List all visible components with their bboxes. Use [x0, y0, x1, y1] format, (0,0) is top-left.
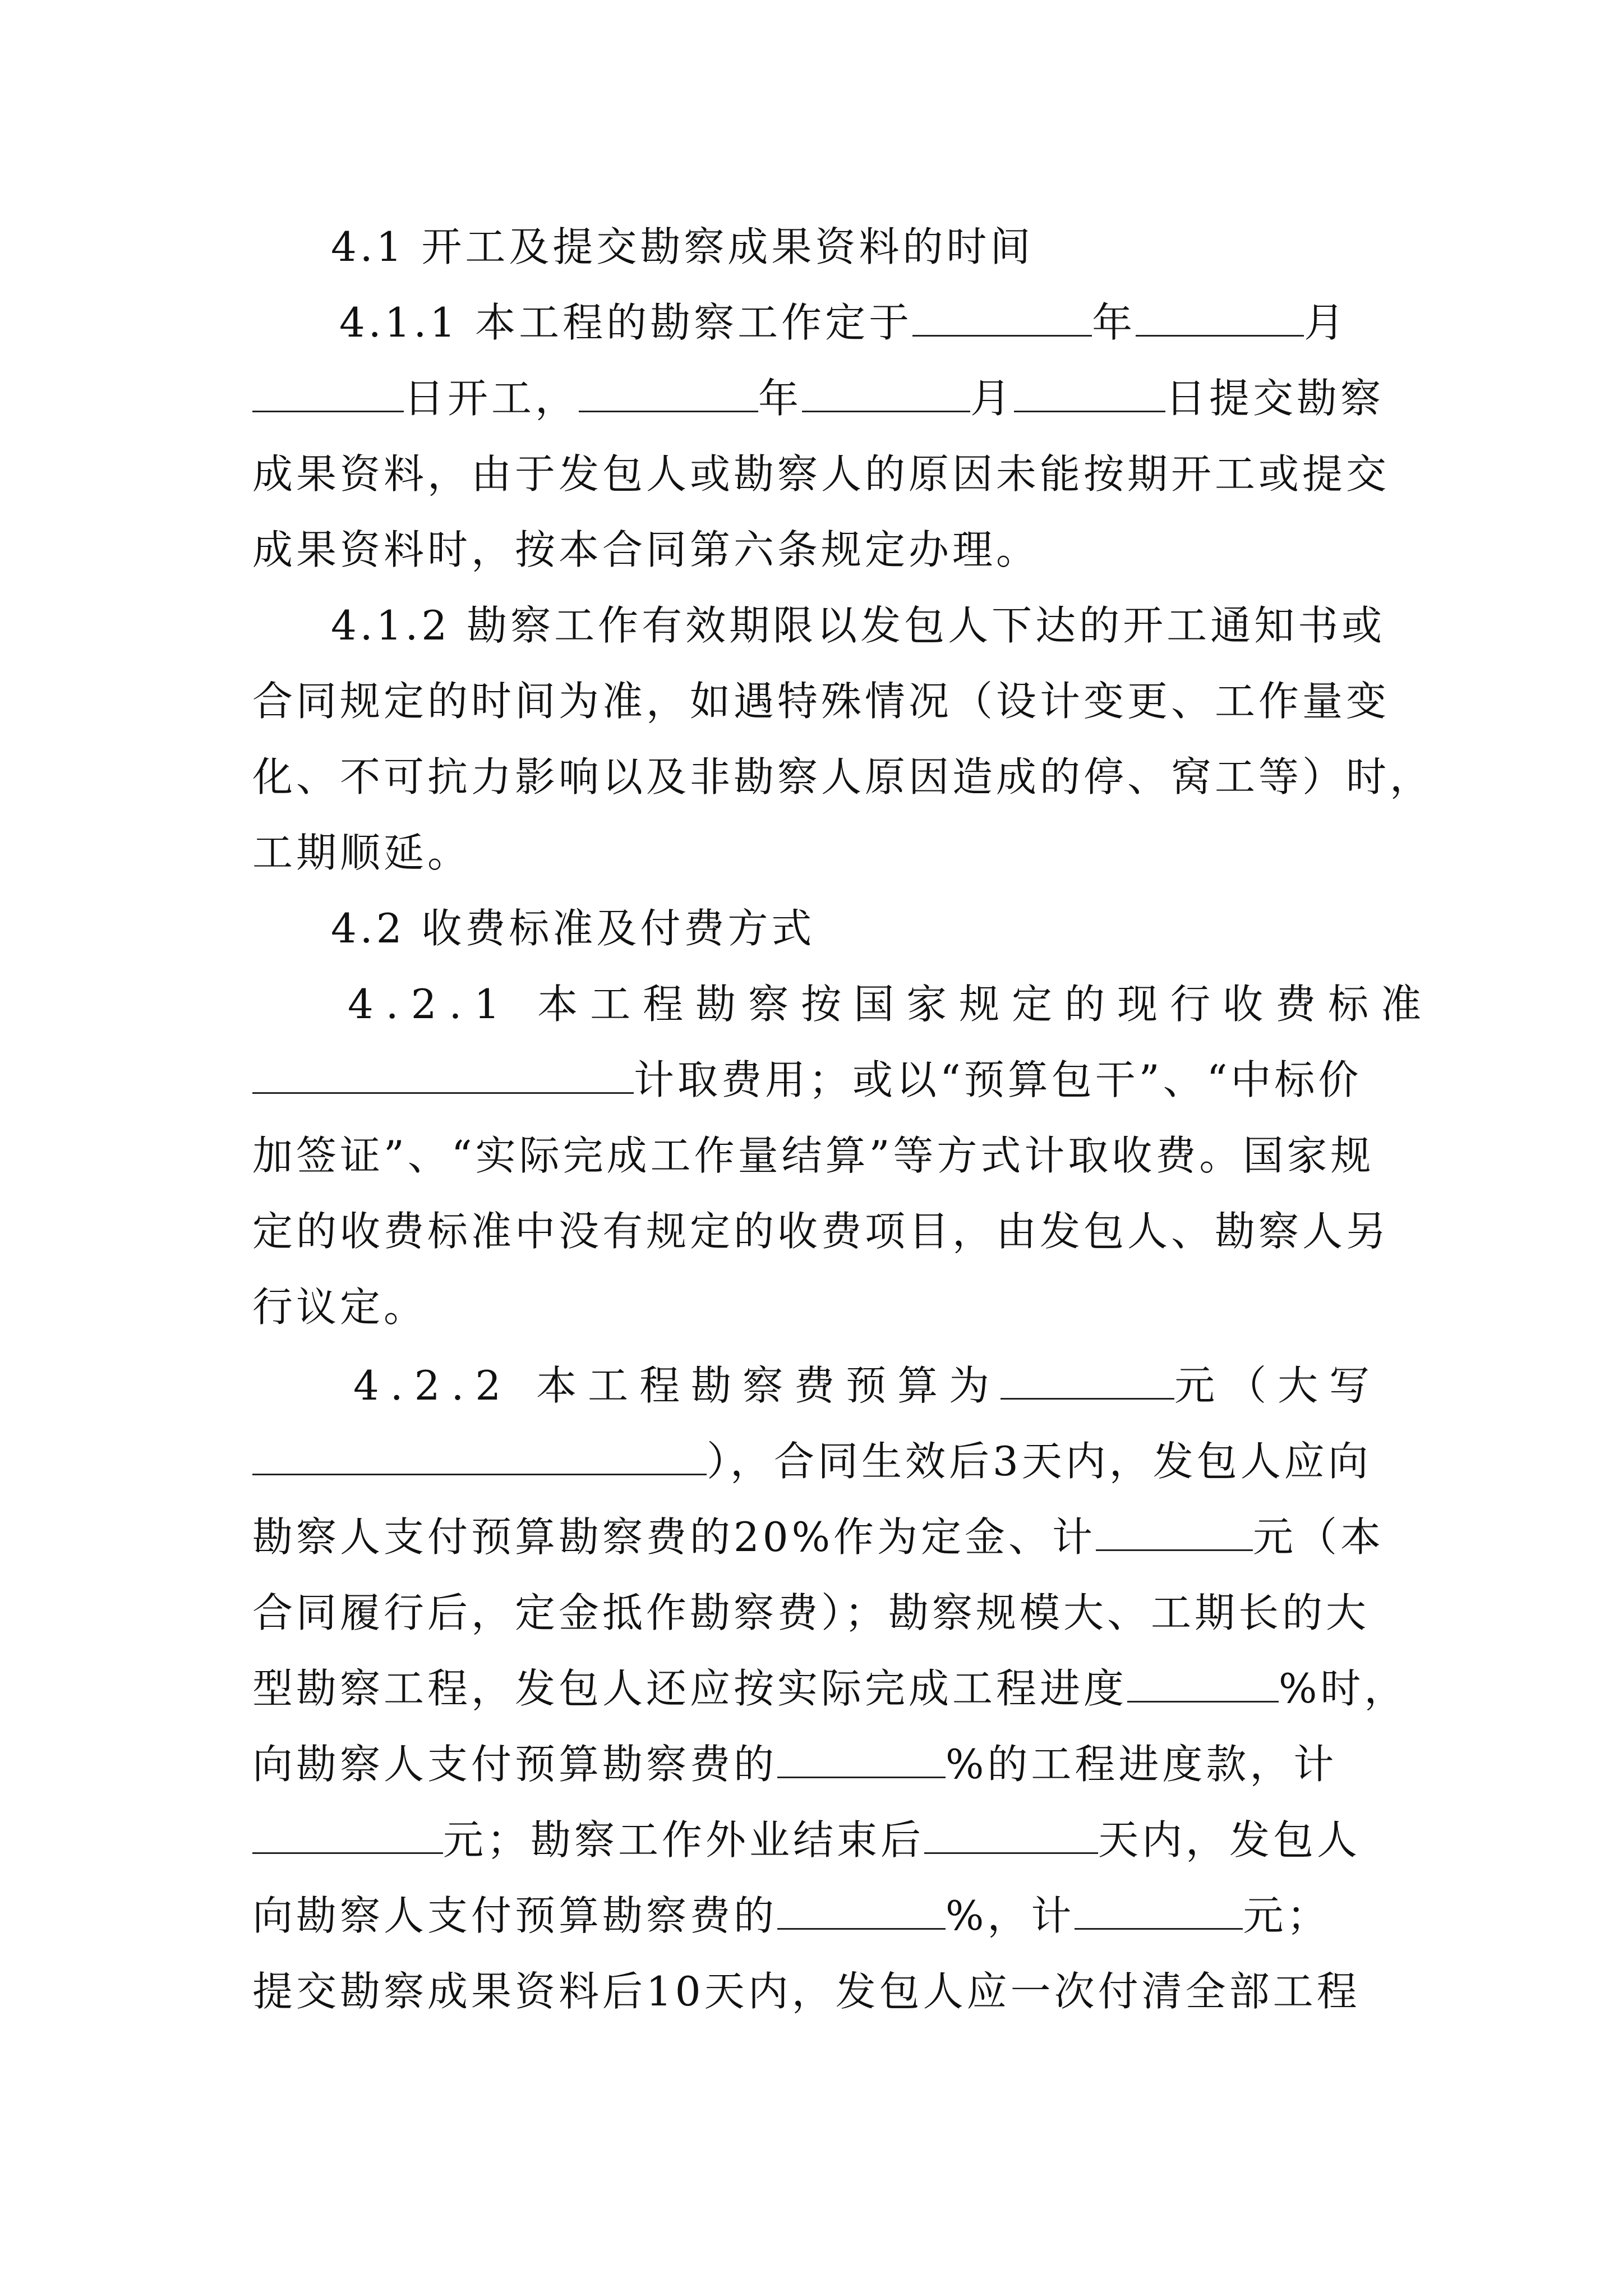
text: 元（本: [1253, 1513, 1385, 1561]
text: 4.2.1 本工程勘察按国家规定的现行收费标准: [348, 981, 1434, 1028]
paragraph-line: [252, 510, 1374, 589]
paragraph-line: [252, 1116, 1374, 1195]
text: 勘察人支付预算勘察费的20%作为定金、计: [252, 1513, 1096, 1561]
text: ），合同生效后3天内，发包人应向: [707, 1438, 1372, 1485]
section-heading-4-1: [331, 208, 1453, 286]
text: 4.1.2 勘察工作有效期限以发包人下达的开工通知书或: [331, 602, 1386, 649]
text: 行议定。: [252, 1283, 428, 1331]
paragraph-line: [252, 359, 1385, 438]
text: 4.1 开工及提交勘察成果资料的时间: [331, 223, 1034, 270]
paragraph-line: [348, 965, 1434, 1043]
paragraph-line: [252, 1649, 1408, 1728]
text: 合同履行后，定金抵作勘察费）；勘察规模大、工期长的大: [252, 1589, 1370, 1636]
fill-blank: [252, 367, 404, 412]
fill-blank: [579, 367, 758, 412]
paragraph-line: [252, 1952, 1374, 2031]
text: 型勘察工程，发包人还应按实际完成工程进度: [252, 1665, 1128, 1712]
text: 4.2.2 本工程勘察费预算为: [353, 1362, 1001, 1409]
text: 计取费用；或以“预算包干”、“中标价: [634, 1056, 1362, 1103]
fill-blank: [252, 1048, 634, 1094]
fill-blank: [1075, 1884, 1243, 1930]
fill-blank: [1014, 367, 1165, 412]
text: 合同规定的时间为准，如遇特殊情况（设计变更、工作量变: [252, 678, 1390, 725]
paragraph-line: [252, 1876, 1374, 1955]
fill-blank: [924, 1809, 1098, 1854]
paragraph-line: [252, 1801, 1374, 1879]
text: %时，: [1279, 1665, 1408, 1712]
fill-blank: [912, 291, 1092, 337]
text: 加签证”、“实际完成工作量结算”等方式计取收费。国家规: [252, 1132, 1375, 1179]
text: 日开工，: [404, 375, 579, 422]
paragraph-line: [339, 283, 1377, 362]
text: %，计: [946, 1892, 1075, 1939]
paragraph-line: [252, 1422, 1374, 1501]
text: 向勘察人支付预算勘察费的: [252, 1892, 778, 1939]
fill-blank: [802, 367, 970, 412]
fill-blank: [1000, 1354, 1174, 1400]
text: 元；勘察工作外业结束后: [443, 1816, 925, 1864]
text: 成果资料，由于发包人或勘察人的原因未能按期开工或提交: [252, 450, 1390, 498]
text: 年: [1092, 299, 1136, 346]
paragraph-line: [252, 435, 1390, 513]
paragraph-line: [252, 1268, 1374, 1346]
fill-blank: [1096, 1506, 1253, 1551]
text: 天内，发包人: [1098, 1816, 1361, 1864]
text: 元（大写: [1174, 1362, 1381, 1409]
text: 月: [1304, 299, 1348, 346]
fill-blank: [777, 1884, 946, 1930]
text: 向勘察人支付预算勘察费的: [252, 1741, 778, 1788]
text: 化、不可抗力影响以及非勘察人原因造成的停、窝工等）时，: [252, 753, 1434, 800]
text: 定的收费标准中没有规定的收费项目，由发包人、勘察人另: [252, 1208, 1390, 1255]
text: 日提交勘察: [1165, 375, 1385, 422]
paragraph-line: [252, 662, 1390, 740]
text: 月: [970, 375, 1015, 422]
text: 成果资料时，按本合同第六条规定办理。: [252, 526, 1040, 573]
paragraph-line: [353, 1346, 1381, 1425]
text: 4.1.1 本工程的勘察工作定于: [339, 299, 913, 346]
text: 元；: [1243, 1892, 1331, 1939]
paragraph-line: [252, 1725, 1374, 1803]
text: 4.2 收费标准及付费方式: [331, 905, 815, 952]
text: 年: [758, 375, 803, 422]
fill-blank: [1136, 291, 1304, 337]
paragraph-line: [252, 1573, 1374, 1652]
paragraph-line: [252, 1192, 1390, 1271]
text: 提交勘察成果资料后10天内，发包人应一次付清全部工程: [252, 1968, 1361, 2015]
paragraph-line: [252, 738, 1434, 816]
fill-blank: [252, 1809, 443, 1854]
paragraph-line: [252, 1041, 1374, 1119]
fill-blank: [1127, 1657, 1279, 1703]
paragraph-line: [331, 586, 1386, 665]
paragraph-line: [252, 1498, 1385, 1576]
section-heading-4-2: [331, 889, 1453, 968]
fill-blank: [777, 1733, 946, 1778]
text: %的工程进度款，计: [946, 1741, 1338, 1788]
fill-blank: [252, 1430, 707, 1475]
paragraph-line: [252, 813, 1374, 892]
text: 工期顺延。: [252, 829, 472, 876]
